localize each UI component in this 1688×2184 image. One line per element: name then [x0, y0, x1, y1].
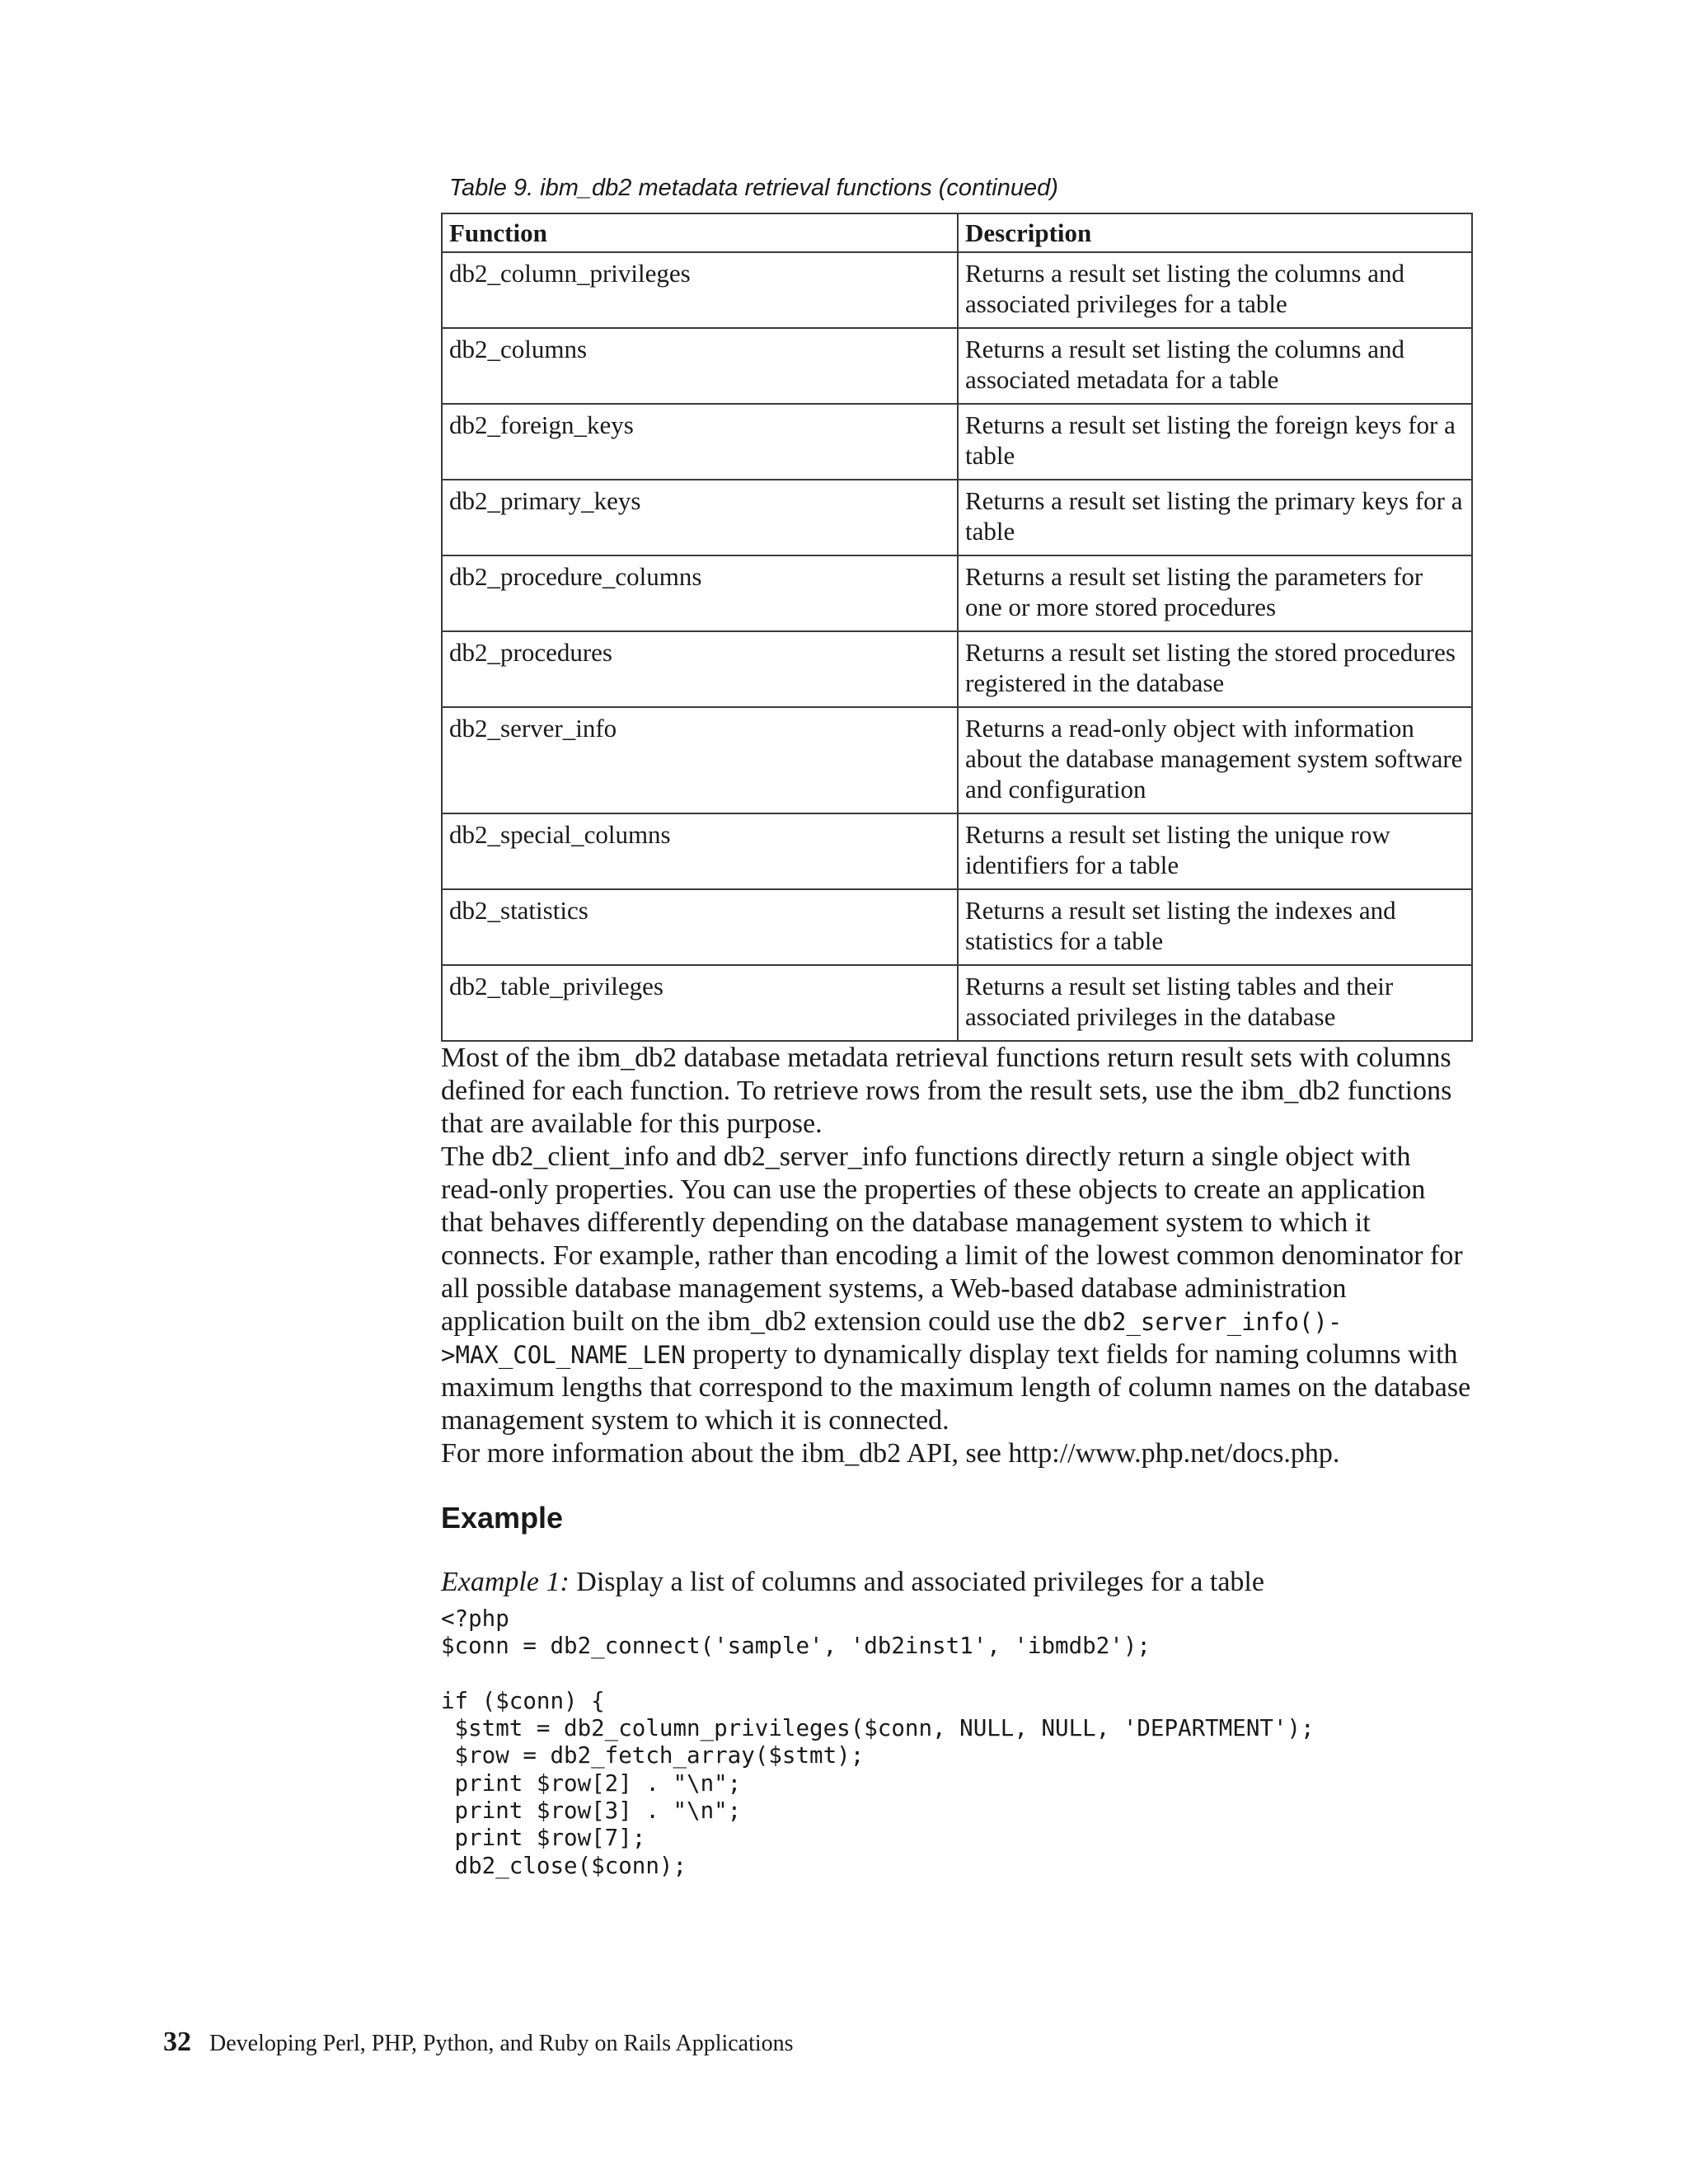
paragraph-text: The db2_client_info and db2_server_info functions directly return a single object with read-only properties. You can use the properties of these objects to create an application that behaves differently depending on the database management system to which it connects. For example, rather than encoding a limit of the lowest common denominator for all possible database management systems, a Web-based database administration application built on the ibm_db2 extension could use the [441, 1141, 1463, 1337]
function-cell: db2_procedure_columns [442, 555, 958, 631]
function-cell: db2_special_columns [442, 813, 958, 889]
table-row [442, 965, 1472, 1041]
example-caption [441, 1566, 1471, 1599]
page-content [441, 173, 1471, 1880]
description-cell: Returns a result set listing the parameters for one or more stored procedures [958, 555, 1472, 631]
paragraph-client-server-info [441, 1141, 1471, 1437]
metadata-functions-table [441, 213, 1473, 1042]
section-heading-example: Example [441, 1501, 564, 1535]
inline-code: db2_server_info()->MAX_COL_NAME_LEN [441, 1308, 1343, 1369]
function-cell: db2_column_privileges [442, 252, 958, 328]
table-row [442, 404, 1472, 480]
table-row [442, 813, 1472, 889]
function-cell: db2_table_privileges [442, 965, 958, 1041]
function-cell: db2_foreign_keys [442, 404, 958, 480]
function-cell: db2_columns [442, 328, 958, 404]
paragraph-more-info: For more information about the ibm_db2 API, see http://www.php.net/docs.php. [441, 1438, 1340, 1469]
table-row [442, 328, 1472, 404]
description-cell: Returns a result set listing the stored procedures registered in the database [958, 631, 1472, 707]
description-cell: Returns a result set listing tables and their associated privileges in the database [958, 965, 1472, 1041]
table-caption: Table 9. ibm_db2 metadata retrieval functions (continued) [449, 175, 1058, 201]
table-row [442, 480, 1472, 555]
page-number: 32 [163, 2027, 191, 2057]
description-cell: Returns a read-only object with information about the database management system software and configuration [958, 707, 1472, 813]
table-row [442, 555, 1472, 631]
description-cell: Returns a result set listing the primary keys for a table [958, 480, 1472, 555]
description-cell: Returns a result set listing the columns and associated privileges for a table [958, 252, 1472, 328]
table-row [442, 631, 1472, 707]
description-cell: Returns a result set listing the indexes and statistics for a table [958, 889, 1472, 965]
code-block: <?php $conn = db2_connect('sample', 'db2inst1', 'ibmdb2'); if ($conn) { $stmt = db2_column_privileges($conn, NULL, NULL, 'DEPARTMENT'); $row = db2_fetch_array($stmt); print $row[2] . "\n"; print $row[3] . "\n"; print $row[7]; db2_close($conn); [441, 1605, 1315, 1879]
function-cell: db2_primary_keys [442, 480, 958, 555]
paragraph-text: property to dynamically display text fields for naming columns with maximum lengths that correspond to the maximum length of column names on the database management system to which it is connected. [441, 1339, 1471, 1436]
description-cell: Returns a result set listing the foreign keys for a table [958, 404, 1472, 480]
function-cell: db2_statistics [442, 889, 958, 965]
function-cell: db2_server_info [442, 707, 958, 813]
header-description: Description [958, 213, 1472, 252]
table-row [442, 252, 1472, 328]
page-footer [163, 2026, 794, 2060]
description-cell: Returns a result set listing the unique row identifiers for a table [958, 813, 1472, 889]
example-label: Example 1: [441, 1567, 570, 1597]
table-row [442, 889, 1472, 965]
header-function: Function [442, 213, 958, 252]
table-row [442, 707, 1472, 813]
table-header-row [442, 213, 1472, 252]
book-title: Developing Perl, PHP, Python, and Ruby on Rails Applications [209, 2031, 794, 2056]
description-cell: Returns a result set listing the columns and associated metadata for a table [958, 328, 1472, 404]
function-cell: db2_procedures [442, 631, 958, 707]
example-description: Display a list of columns and associated privileges for a table [576, 1567, 1264, 1597]
paragraph-result-sets: Most of the ibm_db2 database metadata retrieval functions return result sets with columns defined for each function. To retrieve rows from the result sets, use the ibm_db2 functions that are available for this purpose. [441, 1043, 1452, 1139]
